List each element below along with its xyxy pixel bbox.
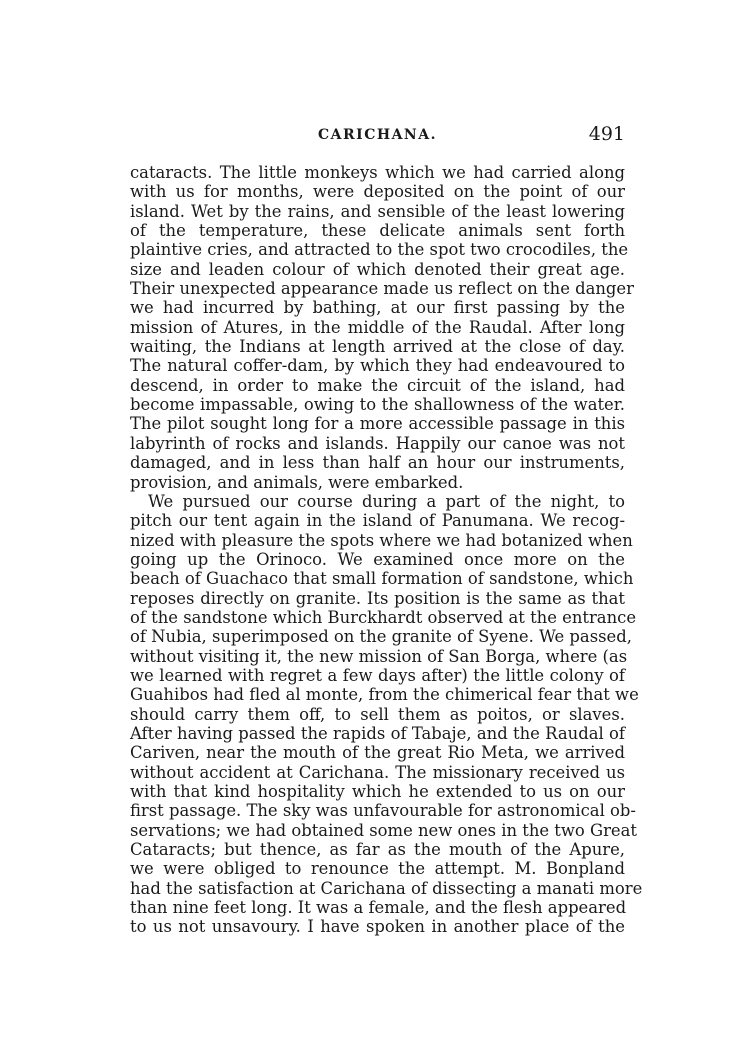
text-line: provision, and animals, were embarked. — [130, 472, 464, 492]
text-line: of the temperature, these delicate animals sent forth — [130, 221, 625, 241]
text-line: Their unexpected appearance made us reflect on the danger — [130, 279, 634, 299]
text-line: mission of Atures, in the middle of the Raudal. After long — [130, 317, 625, 337]
text-line: without accident at Carichana. The missionary received us — [130, 762, 625, 782]
text-line: pitch our tent again in the island of Panumana. We recog- — [130, 511, 625, 531]
text-line: waiting, the Indians at length arrived at the close of day. — [130, 337, 625, 357]
paragraph — [130, 163, 634, 492]
text-line: beach of Guachaco that small formation of sandstone, which — [130, 569, 634, 589]
page-header — [130, 123, 625, 149]
text-line: The pilot sought long for a more accessible passage in this — [130, 414, 625, 434]
body-text — [130, 163, 643, 937]
text-line: without visiting it, the new mission of San Borga, where (as — [130, 646, 628, 666]
text-line: first passage. The sky was unfavourable for astronomical ob- — [130, 801, 636, 821]
text-line: with us for months, were deposited on the point of our — [130, 182, 625, 202]
text-line: Guahibos had fled al monte, from the chimerical fear that we — [130, 685, 639, 705]
text-line: had the satisfaction at Carichana of dissecting a manati more — [130, 878, 643, 898]
text-line: with that kind hospitality which he extended to us on our — [130, 782, 625, 801]
text-line: should carry them off, to sell them as poitos, or slaves. — [130, 704, 625, 724]
text-line: plaintive cries, and attracted to the spot two crocodiles, the — [130, 240, 629, 260]
running-head: CARICHANA. — [318, 127, 437, 143]
page-number: 491 — [588, 123, 625, 145]
text-line: cataracts. The little monkeys which we had carried along — [130, 163, 625, 182]
text-line: going up the Orinoco. We examined once more on the — [130, 549, 625, 569]
text-line: reposes directly on granite. Its position is the same as that — [130, 588, 625, 608]
text-line: we had incurred by bathing, at our first passing by the — [130, 298, 625, 318]
text-line: island. Wet by the rains, and sensible of the least lowering — [130, 201, 625, 221]
text-line: labyrinth of rocks and islands. Happily our canoe was not — [130, 433, 625, 453]
text-line: nized with pleasure the spots where we had botanized when — [130, 530, 633, 550]
text-line: After having passed the rapids of Tabaje, and the Raudal of — [130, 723, 625, 743]
text-line: we learned with regret a few days after) the little colony of — [130, 665, 625, 685]
text-line: We pursued our course during a part of the night, to — [148, 491, 625, 511]
text-line: Cariven, near the mouth of the great Rio Meta, we arrived — [130, 743, 625, 763]
text-line: of Nubia, superimposed on the granite of Syene. We passed, — [130, 627, 632, 647]
text-line: become impassable, owing to the shallowness of the water. — [130, 395, 625, 415]
text-line: damaged, and in less than half an hour our instruments, — [130, 453, 625, 473]
text-line: than nine feet long. It was a female, and the flesh appeared — [130, 898, 627, 918]
paragraph — [130, 491, 643, 937]
text-line: of the sandstone which Burckhardt observed at the entrance — [130, 607, 637, 627]
text-line: descend, in order to make the circuit of the island, had — [130, 375, 625, 395]
text-line: servations; we had obtained some new ones in the two Great — [130, 820, 637, 840]
text-line: we were obliged to renounce the attempt. M. Bonpland — [130, 859, 625, 879]
text-line: The natural coffer-dam, by which they had endeavoured to — [130, 356, 625, 376]
text-line: Cataracts; but thence, as far as the mouth of the Apure, — [130, 840, 625, 860]
text-line: to us not unsavoury. I have spoken in another place of the — [130, 917, 625, 937]
text-line: size and leaden colour of which denoted their great age. — [130, 259, 625, 279]
